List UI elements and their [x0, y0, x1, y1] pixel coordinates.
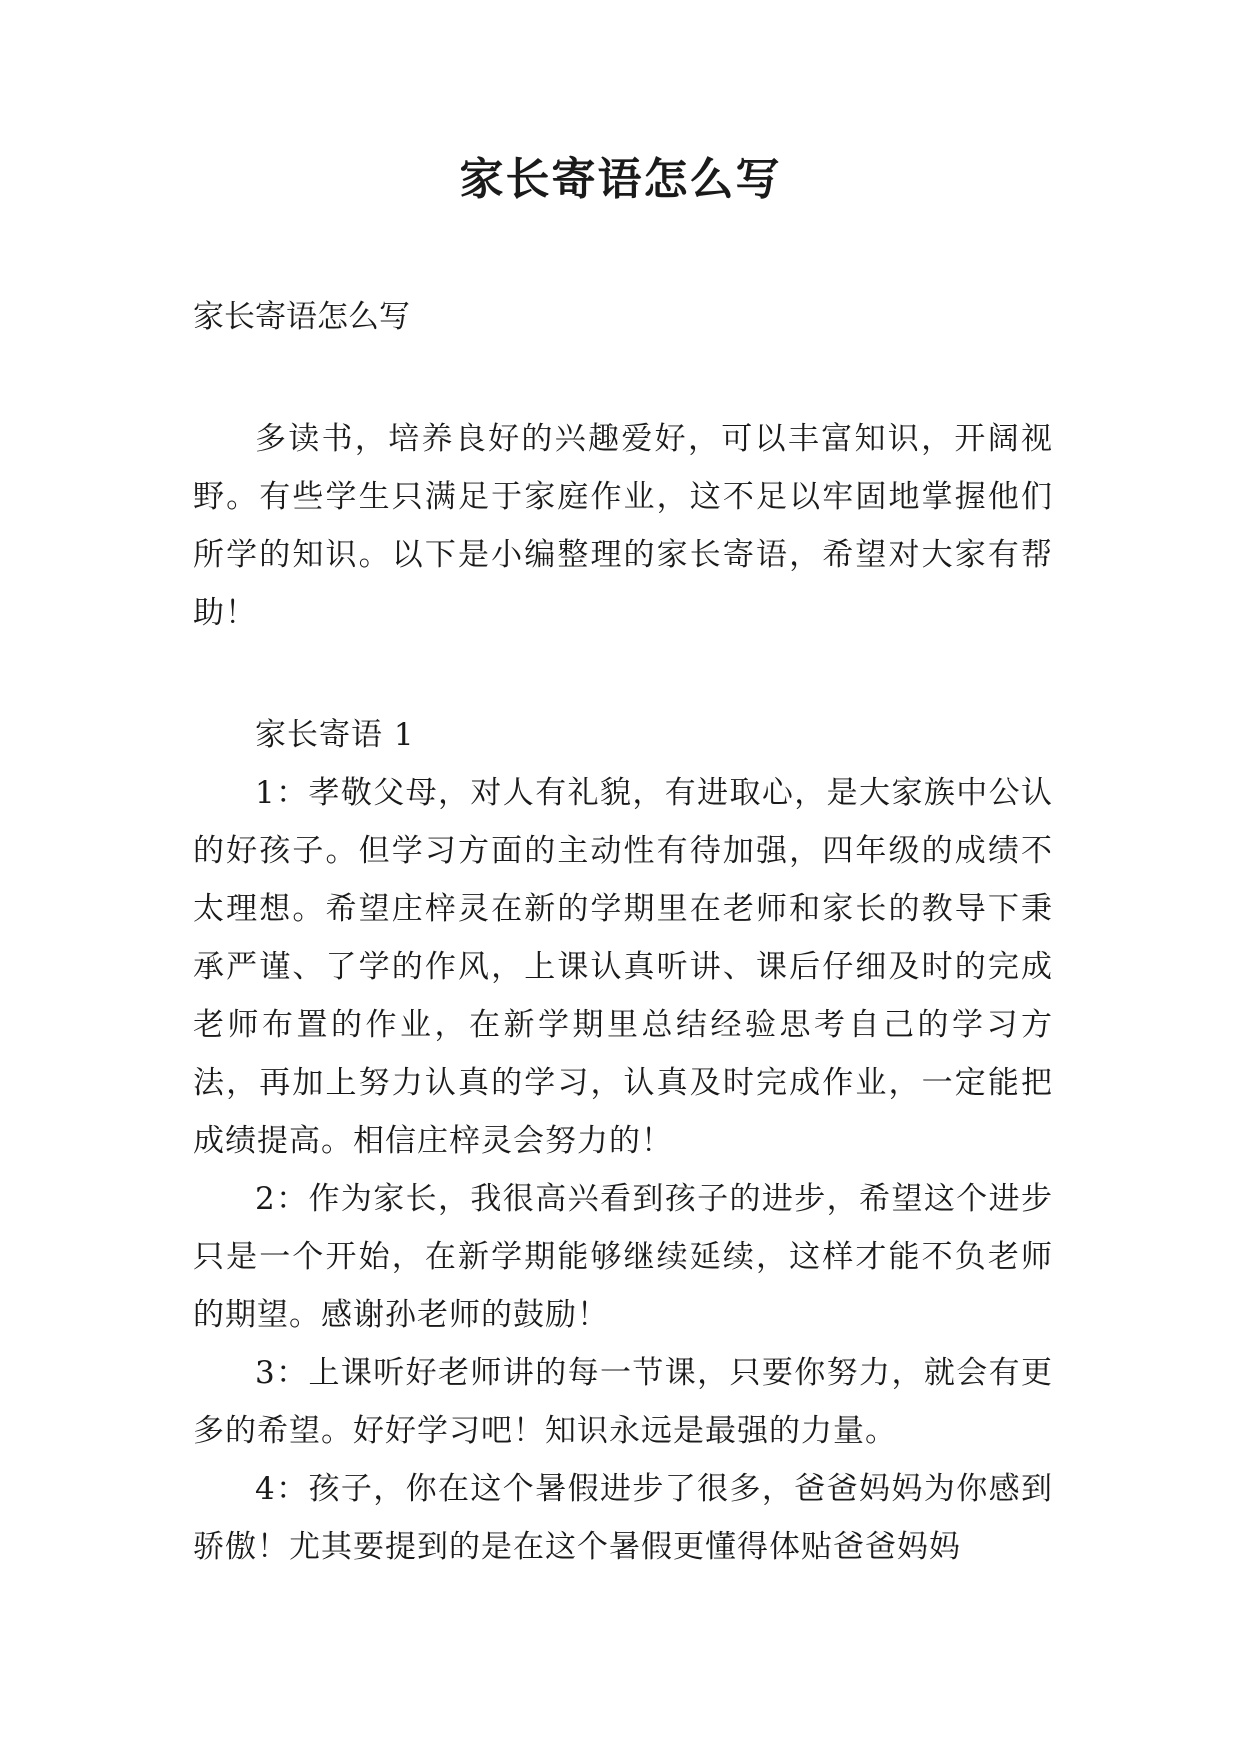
- document-title: 家长寄语怎么写: [459, 154, 782, 205]
- intro-paragraph: 多读书，培养良好的兴趣爱好，可以丰富知识，开阔视野。有些学生只满足于家庭作业，这不足以牢固地掌握他们所学的知识。以下是小编整理的家长寄语，希望对大家有帮助！: [193, 421, 1053, 631]
- document-subtitle: 家长寄语怎么写: [193, 299, 410, 335]
- spacer: [193, 346, 1053, 410]
- section-heading: 家长寄语 1: [255, 717, 415, 753]
- document-body: [193, 288, 1053, 1576]
- list-item: 4：孩子，你在这个暑假进步了很多，爸爸妈妈为你感到骄傲！尤其要提到的是在这个暑假更懂得体贴爸爸妈妈: [193, 1471, 1053, 1565]
- spacer: [193, 642, 1053, 706]
- list-item: 2：作为家长，我很高兴看到孩子的进步，希望这个进步只是一个开始，在新学期能够继续延续，这样才能不负老师的期望。感谢孙老师的鼓励！: [193, 1181, 1053, 1333]
- list-item: 1：孝敬父母，对人有礼貌，有进取心，是大家族中公认的好孩子。但学习方面的主动性有待加强，四年级的成绩不太理想。希望庄梓灵在新的学期里在老师和家长的教导下秉承严谨、了学的作风，上课认真听讲、课后仔细及时的完成老师布置的作业，在新学期里总结经验思考自己的学习方法，再加上努力认真的学习，认真及时完成作业，一定能把成绩提高。相信庄梓灵会努力的！: [193, 775, 1053, 1159]
- list-item: 3：上课听好老师讲的每一节课，只要你努力，就会有更多的希望。好好学习吧！知识永远是最强的力量。: [193, 1355, 1053, 1449]
